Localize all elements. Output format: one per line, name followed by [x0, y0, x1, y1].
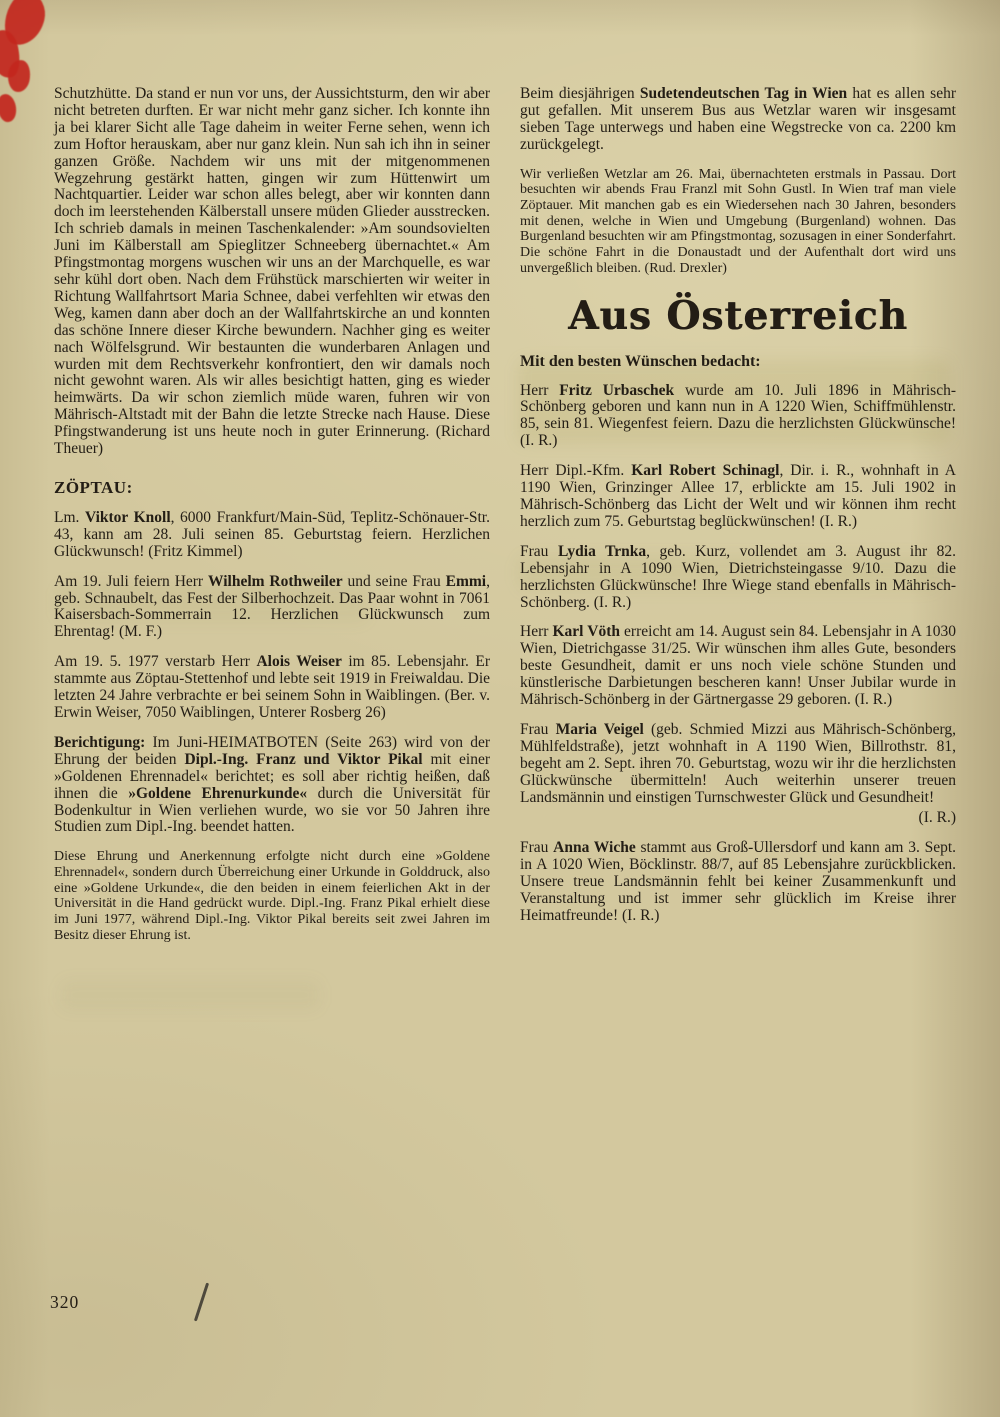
text-segment: Schutzhütte. Da stand er nun vor uns, der Aussichtsturm, den wir aber nicht betreten durften. Er war nicht mehr ganz sicher. Ich konnte ihn ja bei klarer Sicht alle Tage daheim in weiter Ferne sehen, wenn ich zum Hoftor herauskam, aber nur ganz klein. Nun sah ich ihn in seiner ganzen Größe. Nachdem wir uns mit der mitgenommenen Wegzehrung gestärkt hatten, gingen wir zum Hüttenwirt um Nachtquartier. Leider war schon alles belegt, aber wir konnten dann doch im leerstehenden Kälberstall unsere müden Glieder ausstrecken. Ich schrieb damals in meinen Taschenkalender: »Am soundsovielten Juni im Kälberstall am Spieglitzer Schneeberg übernachtet.« Am Pfingstmontag morgens wuschen wir uns an der Marchquelle, es war sehr kühl dort oben. Nach dem Frühstück marschierten wir weiter in Richtung Wallfahrtsort Maria Schnee, dabei verfehlten wir etwas den Weg, kamen dann aber doch an der Wallfahrtskirche an und konnten das schöne Innere dieser Kirche bewundern. Nachher ging es weiter nach Wölfelsgrund. Wir bestaunten die wunderbaren Anlagen und wurden mit dem Rechtsverkehr konfrontiert, den wir damals noch nicht gewohnt waren. Als wir alles besichtigt hatten, ging es wieder heimwärts. Da wir schon ziemlich müde waren, fuhren wir von Mährisch-Altstadt mit der Bahn die letzte Strecke nach Hause. Diese Pfingstwanderung ist uns heute noch in guter Erinnerung. (Richard Theuer) — [54, 85, 490, 458]
text-segment: Berichtigung: — [54, 733, 153, 751]
text-segment: Karl Vöth — [552, 623, 620, 641]
text-segment: Emmi — [445, 572, 487, 590]
pen-mark — [194, 1283, 209, 1322]
birthday-viktor-knoll — [54, 510, 490, 561]
text-segment: Frau — [520, 839, 554, 857]
text-segment: mit einer »Goldenen Ehrennadel« berichtet; es soll aber richtig heißen, daß ihnen die — [54, 750, 490, 802]
text-segment: stammt aus Groß-Ullersdorf und kann am 3. Sept. in A 1020 Wien, Böcklinstr. 88/7, auf 85 Lebensjahre zurückblicken. Unsere treue Landsmännin fehlt bei keiner Zusammenkunft und Veranstaltung und ist immer sehr glücklich im Kreise ihrer Heimatfreunde! (I. R.) — [520, 839, 957, 925]
text-segment: Herr Dipl.-Kfm. — [520, 462, 632, 480]
text-segment: Am 19. 5. 1977 verstarb Herr — [54, 653, 257, 671]
text-segment: ZÖPTAU: — [54, 477, 133, 497]
signature-ir — [520, 809, 956, 827]
show-through-smudge — [60, 980, 320, 1010]
text-segment: »Goldene Ehrenurkunde« — [128, 784, 308, 802]
birthday-maria-veigel — [520, 722, 956, 807]
text-segment: und seine Frau — [342, 572, 446, 590]
red-ink-mark — [0, 92, 19, 123]
text-segment: Herr — [520, 623, 553, 641]
heading-zoeptau — [54, 478, 490, 498]
text-segment: Aus Österreich — [568, 292, 908, 339]
text-segment: Diese Ehrung und Anerkennung erfolgte nicht durch eine »Goldene Ehrennadel«, sondern durch Überreichung einer Urkunde in Golddruck, also eine »Goldene Urkunde«, die den beiden in einem feierlichen Akt in der Universität in die Hand gedrückt wurde. Dipl.-Ing. Franz Pikal erhielt diese im Juni 1977, während Dipl.-Ing. Viktor Pikal bereits seit zwei Jahren im Besitz dieser Ehrung ist. — [54, 849, 490, 943]
subheading-wuensche — [520, 353, 956, 371]
text-segment: im 85. Lebensjahr. Er stammte aus Zöptau-Stettenhof und lebte seit 1919 in Freiwaldau. Die letzten 24 Jahre verbrachte er bei seinem Sohn in Waiblingen. (Ber. v. Erwin Weiser, 7050 Waiblingen, Unterer Rosberg 26) — [54, 653, 491, 721]
text-segment: (I. R.) — [918, 809, 956, 827]
birthday-anna-wiche — [520, 840, 956, 925]
text-segment: , 6000 Frankfurt/Main-Süd, Teplitz-Schönauer-Str. 43, kann am 28. Juli seinen 85. Geburtstag feiern. Herzlichen Glückwunsch! (Fritz Kimmel) — [54, 508, 490, 560]
text-segment: , geb. Schnaubelt, das Fest der Silberhochzeit. Das Paar wohnt in 7061 Kaisersbach-Sommerrain 12. Herzlichen Glückwunsch zum Ehrentag! (M. F.) — [54, 572, 490, 641]
birthday-karl-voeth — [520, 624, 956, 709]
sudetendeutscher-tag-wien — [520, 86, 956, 154]
text-segment: Anna Wiche — [553, 839, 636, 857]
text-segment: Frau — [520, 720, 556, 738]
text-segment: Wilhelm Rothweiler — [207, 572, 343, 590]
left-column — [54, 86, 490, 957]
text-segment: hat es allen sehr gut gefallen. Mit unserem Bus aus Wetzlar waren wir insgesamt sieben Tage unterwegs und haben eine Wegstrecke von ca. 2200 km zurückgelegt. — [520, 85, 956, 153]
text-segment: Frau — [520, 542, 558, 560]
birthday-karl-robert-schinagl — [520, 463, 956, 531]
birthday-lydia-trnka — [520, 544, 956, 612]
text-segment: Maria Veigel — [555, 720, 644, 738]
berichtigung-pikal — [54, 735, 490, 836]
story-pfingstwanderung — [54, 86, 490, 458]
section-title-aus-oesterreich — [520, 293, 956, 339]
text-segment: (geb. Schmied Mizzi aus Mährisch-Schönberg, Mühlfeldstraße), jetzt wohnhaft in A 1190 Wien, Billrothstr. 81, begeht am 2. Sept. ihren 70. Geburtstag, wozu wir ihr die herzlichsten Glückwünsche übermitteln! Auch weiterhin unserer treuen Landsmännin und einstigen Turnschwester Glück und Gesundheit! — [520, 720, 956, 806]
text-segment: Dipl.-Ing. Franz und Viktor Pikal — [184, 750, 423, 768]
reisebericht-wetzlar — [520, 167, 956, 277]
text-segment: wurde am 10. Juli 1896 in Mährisch-Schönberg geboren und kann nun in A 1220 Wien, Schiffmühlenstr. 85, sein 81. Wiegenfest feiern. Dazu die herzlichsten Glückwünsche! (I. R.) — [520, 381, 957, 450]
nachruf-alois-weiser — [54, 654, 490, 722]
berichtigung-details — [54, 849, 490, 943]
text-segment: Karl Robert Schinagl — [631, 462, 780, 480]
text-segment: Lydia Trnka — [557, 542, 647, 560]
text-segment: Sudetendeutschen Tag in Wien — [639, 85, 848, 102]
page-body — [54, 86, 957, 957]
text-segment: erreicht am 14. August sein 84. Lebensjahr in A 1030 Wien, Dietrichgasse 31/25. Wir wünschen ihm alles Gute, besonders beste Gesundheit, damit er uns noch viele schöne Stunden und künstlerische Darbietungen bescheren kann! Unser Jubilar wurde in Mährisch-Schönberg in der Gärtnergasse 29 geboren. (I. R.) — [520, 623, 956, 709]
text-segment: Lm. — [54, 508, 85, 526]
page-number: 320 — [50, 1292, 80, 1312]
text-segment: Alois Weiser — [256, 653, 342, 671]
text-segment: Fritz Urbaschek — [559, 381, 675, 399]
text-segment: durch die Universität für Bodenkultur in Wien verliehen wurde, wo sie vor 50 Jahren ihre Studien zum Dipl.-Ing. beendet hatten. — [54, 784, 490, 836]
text-segment: Im Juni-HEIMATBOTEN (Seite 263) wird von der Ehrung der beiden — [54, 733, 491, 768]
text-segment: Herr — [520, 381, 560, 399]
silberhochzeit-rothweiler — [54, 574, 490, 642]
text-segment: Wir verließen Wetzlar am 26. Mai, übernachteten erstmals in Passau. Dort besuchten wir abends Frau Franzl mit Sohn Gustl. In Wien traf man viele Zöptauer. Mit manchen gab es ein Wiedersehen nach 30 Jahren, besonders mit denen, welche in Wien und Umgebung (Burgenland) wohnen. Das Burgenland besuchten wir am Pfingstmontag, sozusagen in einer Sonderfahrt. Die schöne Fahrt in die Donaustadt und der Aufenthalt dort wird uns unvergeßlich bleiben. (Rud. Drexler) — [520, 166, 956, 276]
text-segment: Am 19. Juli feiern Herr — [54, 572, 208, 590]
birthday-fritz-urbaschek — [520, 383, 956, 451]
right-column — [520, 86, 956, 957]
text-segment: Beim diesjährigen — [520, 85, 640, 102]
text-segment: Viktor Knoll — [84, 508, 171, 526]
text-segment: Mit den besten Wünschen bedacht: — [520, 352, 761, 370]
text-segment: , Dir. i. R., wohnhaft in A 1190 Wien, Grinzinger Allee 17, erblickte am 15. Juli 1902 in Mährisch-Schönberg das Licht der Welt und wir können ihm recht herzlich zum 75. Geburtstag beglückwünschen! (I. R.) — [520, 462, 956, 530]
text-segment: , geb. Kurz, vollendet am 3. August ihr 82. Lebensjahr in A 1090 Wien, Dietrichsteingasse 9/10. Dazu die herzlichsten Glückwünsche! Ihre Wiege stand ebenfalls in Mährisch-Schönberg. (I. R.) — [520, 542, 956, 611]
